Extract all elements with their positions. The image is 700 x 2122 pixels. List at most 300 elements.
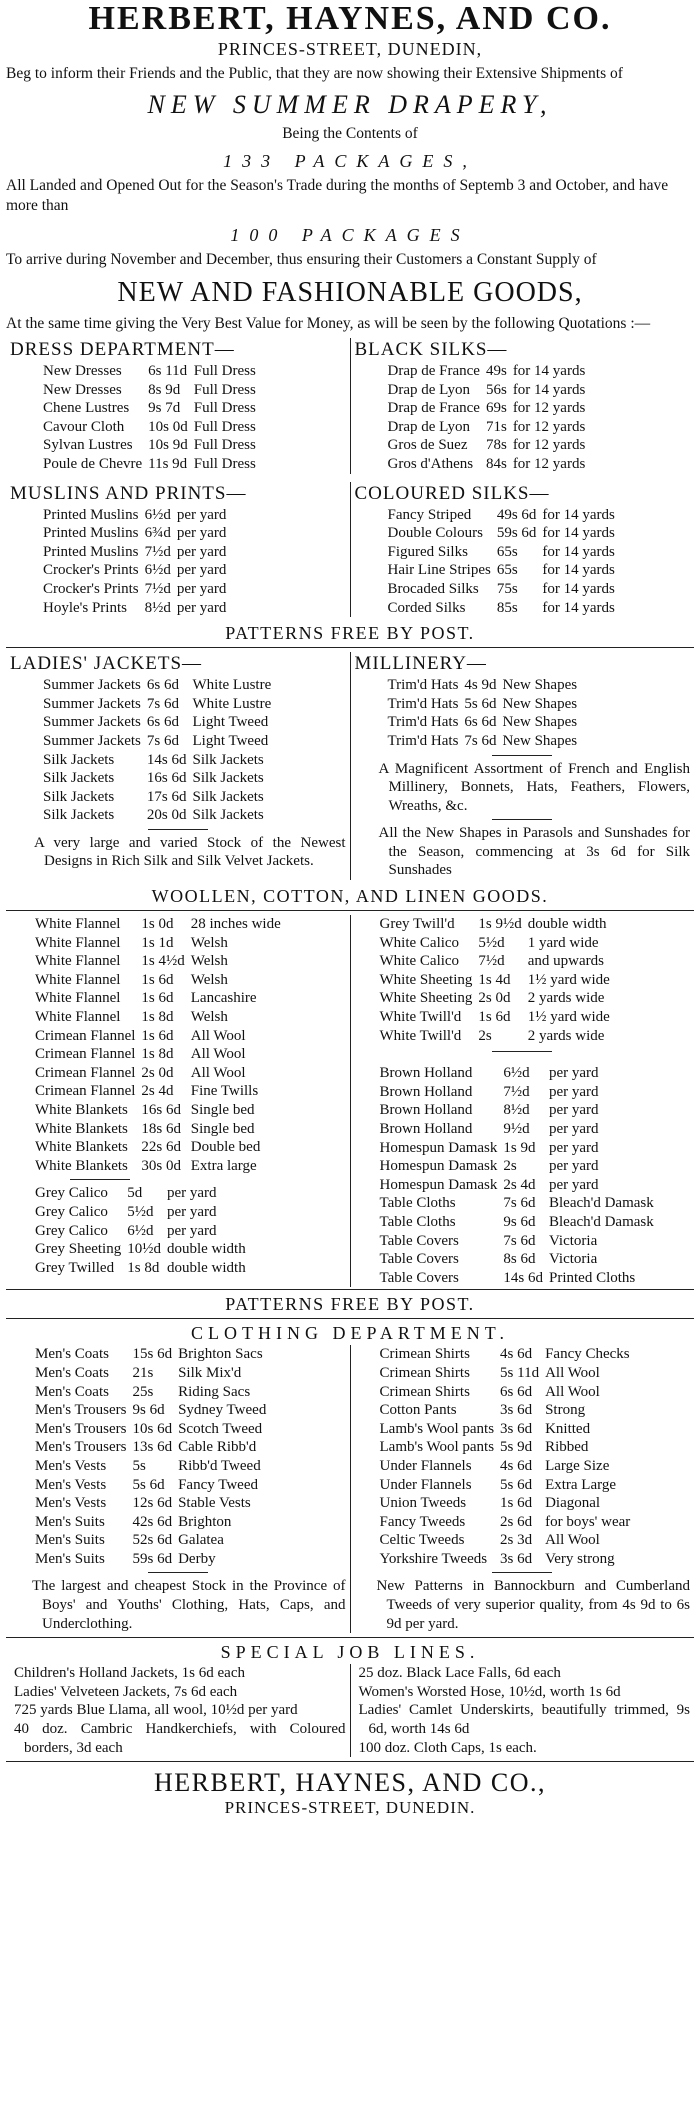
intro-text: Beg to inform their Friends and the Public, that they are now showing their Extensive Shipments of: [6, 65, 623, 82]
price-row-item: Chene Lustres: [43, 400, 130, 417]
price-row-detail: Stable Vests: [178, 1495, 251, 1512]
price-row-detail: All Wool: [190, 1027, 246, 1044]
price-row-item: Drap de Lyon: [387, 381, 470, 398]
price-row-price: 1s 6d: [141, 971, 174, 988]
price-row-item: White Flannel: [35, 953, 121, 970]
short-rule: [492, 755, 552, 756]
price-row-item: Men's Suits: [35, 1532, 105, 1549]
millinery-note-2: All the New Shapes in Parasols and Sunshades for the Season, commencing at 3s 6d for Silk Sunshades: [378, 825, 690, 879]
clothing-left-note: The largest and cheapest Stock in the Province of Boys' and Youths' Clothing, Hats, Caps, and Underclothing.: [32, 1578, 346, 1632]
price-row-price: 52s 6d: [132, 1532, 173, 1549]
price-row-price: 5s: [132, 1457, 146, 1474]
price-row-detail: Welsh: [190, 953, 228, 970]
price-row-detail: Welsh: [190, 1009, 228, 1026]
price-row-detail: 28 inches wide: [190, 916, 281, 933]
clothing-left: [6, 1345, 351, 1633]
price-row: [32, 971, 284, 990]
sheeting-table: [377, 915, 613, 1045]
price-row-item: White Blankets: [35, 1102, 128, 1118]
price-row: [385, 436, 589, 455]
price-row-price: 69s: [485, 400, 507, 417]
price-row-price: 21s: [132, 1364, 154, 1381]
price-row-price: 85s: [496, 599, 518, 616]
price-row-detail: per yard: [549, 1102, 599, 1119]
special-item: 40 doz. Cambric Handkerchiefs, with Coloured borders, 3d each: [14, 1721, 346, 1756]
millinery: [351, 652, 695, 880]
price-row-item: Men's Vests: [35, 1457, 107, 1474]
price-row: [40, 543, 229, 562]
price-row-price: 4s 6d: [500, 1457, 533, 1474]
price-row: [32, 1120, 284, 1139]
price-row: [40, 506, 229, 525]
price-row-detail: per yard: [176, 525, 227, 542]
clothing-right-table: [377, 1345, 634, 1568]
price-row-item: Union Tweeds: [379, 1495, 467, 1512]
price-row: [40, 561, 229, 580]
price-row-detail: Full Dress: [193, 455, 256, 472]
price-row: [32, 1383, 269, 1402]
price-row-price: 1s 9d: [503, 1139, 536, 1156]
price-row-price: 8½d: [144, 599, 171, 616]
price-row-item: Summer Jackets: [43, 677, 141, 694]
special-item: 725 yards Blue Llama, all wool, 10½d per yard: [14, 1702, 298, 1719]
millinery-note-1: A Magnificent Assortment of French and English Millinery, Bonnets, Hats, Feathers, Flowers, Wreaths, &c.: [378, 760, 690, 814]
price-row-detail: Full Dress: [193, 400, 256, 417]
price-row-detail: Single bed: [190, 1120, 255, 1137]
price-row-item: White Flannel: [35, 990, 121, 1007]
price-row-price: 2s 6d: [500, 1513, 533, 1530]
price-row-item: White Twill'd: [379, 1027, 462, 1044]
price-row: [32, 1064, 284, 1083]
price-row: [385, 362, 589, 381]
price-row-detail: per yard: [176, 562, 227, 579]
black-silks-heading: BLACK SILKS—: [354, 339, 508, 360]
price-row-detail: for 14 yards: [542, 543, 615, 560]
price-row-item: Celtic Tweeds: [379, 1532, 465, 1549]
price-row-item: Brocaded Silks: [387, 580, 479, 597]
price-row: [385, 381, 589, 400]
price-row-price: 3s 6d: [500, 1550, 533, 1567]
ladies-jackets: [6, 652, 351, 880]
price-row-detail: per yard: [549, 1158, 599, 1175]
coloured-silks-heading: COLOURED SILKS—: [354, 482, 550, 504]
price-row-item: Homespun Damask: [379, 1176, 498, 1193]
price-row-price: 1s 4d: [478, 971, 511, 988]
price-row: [385, 506, 618, 525]
price-row: [385, 418, 589, 437]
price-row-price: 7s 6d: [503, 1195, 536, 1212]
price-row-item: Trim'd Hats: [387, 695, 459, 712]
patterns-free-2: PATTERNS FREE BY POST.: [225, 1294, 475, 1315]
price-row-item: Grey Calico: [35, 1185, 108, 1202]
price-row: [32, 989, 284, 1008]
price-row: [40, 362, 259, 381]
price-row: [377, 1364, 634, 1383]
price-row-price: 7½d: [503, 1083, 530, 1100]
price-row-price: 3s 6d: [500, 1420, 533, 1437]
price-row-item: Under Flannels: [379, 1476, 472, 1493]
price-row-price: 7s 6d: [146, 732, 179, 749]
price-row-price: 14s 6d: [146, 751, 187, 768]
jackets-millinery-section: [0, 652, 700, 880]
price-row-price: 56s: [485, 381, 507, 398]
price-row: [32, 1494, 269, 1513]
price-row-item: Crimean Shirts: [379, 1346, 470, 1363]
price-row: [32, 1101, 284, 1120]
price-row-price: 5½d: [478, 934, 505, 951]
price-row: [377, 1476, 634, 1495]
price-row-price: 1s 6d: [141, 990, 174, 1007]
price-row-item: Silk Jackets: [43, 751, 115, 768]
price-row: [385, 524, 618, 543]
millinery-table: [385, 676, 581, 750]
firm-heading: HERBERT, HAYNES, AND CO.: [88, 0, 612, 37]
price-row: [32, 1027, 284, 1046]
price-row-detail: Victoria: [549, 1232, 598, 1249]
price-row-item: Fancy Tweeds: [379, 1513, 466, 1530]
price-row-item: Printed Muslins: [43, 543, 139, 560]
price-row-price: 8s 6d: [503, 1251, 536, 1268]
price-row-item: Table Cloths: [379, 1195, 456, 1212]
price-row: [385, 713, 581, 732]
price-row-detail: Light Tweed: [192, 732, 269, 749]
price-row-item: White Blankets: [35, 1139, 128, 1156]
dress-department: [6, 338, 351, 474]
price-row-item: White Sheeting: [379, 990, 473, 1007]
price-row-price: 6s 6d: [464, 714, 497, 731]
special-item: Women's Worsted Hose, 10½d, worth 1s 6d: [358, 1683, 621, 1700]
price-row-detail: New Shapes: [502, 714, 578, 731]
price-row-item: Men's Coats: [35, 1346, 109, 1363]
price-row-detail: Ribb'd Tweed: [178, 1457, 261, 1474]
price-row-price: 5s 6d: [132, 1476, 165, 1493]
price-row-detail: double width: [166, 1241, 246, 1258]
price-row-item: Crimean Shirts: [379, 1383, 470, 1400]
clothing-left-table: [32, 1345, 269, 1568]
price-row-detail: per yard: [549, 1176, 599, 1193]
price-row-price: 15s 6d: [132, 1346, 173, 1363]
clothing-section: [0, 1345, 700, 1633]
price-row-detail: for 14 yards: [542, 562, 615, 579]
price-row: [32, 1045, 284, 1064]
price-row-item: Homespun Damask: [379, 1139, 498, 1156]
price-row-detail: Extra large: [190, 1157, 257, 1174]
price-row-detail: Knitted: [545, 1420, 591, 1437]
price-row: [377, 1494, 634, 1513]
special-right: [351, 1664, 695, 1757]
price-row: [32, 1476, 269, 1495]
price-row-price: 9s 7d: [148, 400, 181, 417]
price-row-price: 65s: [496, 543, 518, 560]
price-row-price: 1s 0d: [141, 916, 174, 933]
price-row: [40, 806, 274, 825]
price-row-item: Grey Calico: [35, 1203, 108, 1220]
fashionable-goods-title: NEW AND FASHIONABLE GOODS,: [117, 277, 583, 308]
price-row-detail: Bleach'd Damask: [549, 1213, 654, 1230]
special-item: Children's Holland Jackets, 1s 6d each: [14, 1665, 245, 1682]
price-row: [385, 599, 618, 618]
price-row-item: Grey Twill'd: [379, 916, 455, 933]
price-row-detail: Full Dress: [193, 418, 256, 435]
address-heading: PRINCES-STREET, DUNEDIN,: [217, 39, 483, 59]
price-row: [32, 1438, 269, 1457]
price-row: [385, 455, 589, 474]
price-row: [40, 695, 274, 714]
price-row: [377, 915, 613, 934]
price-row-price: 20s 0d: [146, 807, 187, 824]
price-row-detail: Light Tweed: [192, 714, 269, 731]
price-row-item: Corded Silks: [387, 599, 466, 616]
price-row-price: 2s 0d: [141, 1064, 174, 1081]
price-row-price: 4s 6d: [500, 1346, 533, 1363]
special-item: Ladies' Velveteen Jackets, 7s 6d each: [14, 1683, 238, 1700]
price-row-item: Figured Silks: [387, 543, 468, 560]
woollen-left: [6, 915, 351, 1287]
price-row: [32, 1138, 284, 1157]
price-row-price: 7s 6d: [464, 732, 497, 749]
price-row-price: 30s 0d: [141, 1157, 181, 1174]
price-row-detail: per yard: [176, 506, 227, 523]
price-row-detail: Silk Jackets: [192, 751, 264, 768]
price-row-price: 3s 6d: [500, 1402, 533, 1419]
woollen-heading: WOOLLEN, COTTON, AND LINEN GOODS.: [151, 886, 549, 907]
price-row-price: 2s 0d: [478, 990, 511, 1007]
price-row-price: 6¾d: [144, 525, 171, 542]
price-row-price: 5d: [127, 1185, 143, 1202]
price-row: [377, 1250, 657, 1269]
price-row-item: Fancy Striped: [387, 506, 472, 523]
price-row: [377, 1064, 657, 1083]
price-row-item: Table Covers: [379, 1251, 459, 1268]
price-row-price: 2s 3d: [500, 1532, 533, 1549]
price-row: [377, 1101, 657, 1120]
price-row-item: Summer Jackets: [43, 714, 141, 731]
woollen-right: [351, 915, 695, 1287]
price-row-item: Silk Jackets: [43, 788, 115, 805]
divider: [6, 1637, 694, 1638]
price-row-item: Table Cloths: [379, 1213, 456, 1230]
price-row-detail: Silk Mix'd: [178, 1364, 242, 1381]
price-row-item: Men's Suits: [35, 1513, 105, 1530]
price-row: [32, 1222, 249, 1241]
price-row: [385, 543, 618, 562]
price-row: [377, 1269, 657, 1288]
special-section: [0, 1664, 700, 1757]
price-row-price: 8s 9d: [148, 381, 181, 398]
price-row-price: 17s 6d: [146, 788, 187, 805]
price-row-detail: Full Dress: [193, 363, 256, 379]
price-row-price: 5s 11d: [500, 1364, 540, 1381]
price-row-detail: Strong: [545, 1402, 586, 1419]
price-row-detail: New Shapes: [502, 732, 578, 749]
price-row: [32, 952, 284, 971]
price-row-item: Trim'd Hats: [387, 677, 459, 694]
price-row-item: Men's Trousers: [35, 1420, 127, 1437]
price-row-item: Under Flannels: [379, 1457, 472, 1474]
price-row-item: Grey Twilled: [35, 1259, 115, 1276]
price-row-item: Poule de Chevre: [43, 455, 143, 472]
price-row: [40, 381, 259, 400]
price-row: [377, 1550, 634, 1569]
price-row-detail: double width: [166, 1259, 246, 1276]
price-row-item: Brown Holland: [379, 1121, 473, 1137]
patterns-free-1: PATTERNS FREE BY POST.: [225, 623, 475, 644]
price-row: [32, 1457, 269, 1476]
price-row: [377, 1027, 613, 1046]
clothing-right: [351, 1345, 695, 1633]
special-heading: SPECIAL JOB LINES.: [220, 1642, 480, 1663]
price-row-price: 1s 9½d: [478, 916, 522, 933]
price-row: [40, 418, 259, 437]
price-row-detail: for 14 yards: [512, 363, 586, 379]
price-row-item: Hoyle's Prints: [43, 599, 127, 616]
price-row-price: 14s 6d: [503, 1269, 543, 1286]
jackets-note: A very large and varied Stock of the Newest Designs in Rich Silk and Silk Velvet Jackets.: [34, 834, 346, 870]
price-row-detail: Cable Ribb'd: [178, 1439, 257, 1456]
price-row-detail: Welsh: [190, 934, 228, 951]
price-row-item: Double Colours: [387, 525, 483, 542]
muslins-prints: [6, 482, 351, 618]
price-row: [377, 1008, 613, 1027]
landed-text: All Landed and Opened Out for the Season's Trade during the months of Septemb 3 and October, and have more than: [6, 177, 669, 214]
price-row-price: 1s 6d: [478, 1009, 511, 1026]
price-row-item: White Flannel: [35, 934, 121, 951]
short-rule: [492, 1572, 552, 1573]
packages-133: 133 PACKAGES,: [223, 151, 477, 171]
price-row: [32, 1531, 269, 1550]
dress-silks-section: [0, 338, 700, 474]
price-row-price: 75s: [496, 580, 518, 597]
price-row-detail: Sydney Tweed: [178, 1402, 267, 1419]
price-row-detail: Double bed: [190, 1139, 261, 1156]
woollen-section: [0, 915, 700, 1287]
price-row-price: 10½d: [127, 1241, 161, 1258]
price-row-item: Summer Jackets: [43, 695, 141, 712]
price-row: [40, 788, 274, 807]
price-row-price: 7½d: [478, 953, 505, 970]
price-row-price: 11s 9d: [148, 455, 188, 472]
price-row-item: White Blankets: [35, 1120, 128, 1137]
price-row-detail: Riding Sacs: [178, 1383, 251, 1400]
divider: [6, 910, 694, 911]
price-row-detail: per yard: [549, 1121, 599, 1137]
price-row-price: 7s 6d: [503, 1232, 536, 1249]
price-row-item: Table Covers: [379, 1269, 459, 1286]
clothing-heading: CLOTHING DEPARTMENT.: [191, 1323, 509, 1344]
price-row: [377, 971, 613, 990]
coloured-silks: [351, 482, 695, 618]
price-row-price: 16s 6d: [141, 1102, 181, 1118]
price-row: [40, 732, 274, 751]
price-row-price: 49s 6d: [496, 506, 537, 523]
price-row: [32, 1157, 284, 1176]
muslins-heading: MUSLINS AND PRINTS—: [10, 482, 247, 504]
millinery-heading: MILLINERY—: [354, 653, 487, 675]
price-row-item: Hair Line Stripes: [387, 562, 491, 579]
price-row-item: Men's Trousers: [35, 1402, 127, 1419]
price-row-detail: All Wool: [545, 1364, 600, 1381]
price-row: [385, 732, 581, 751]
short-rule: [148, 1572, 208, 1573]
price-row-price: 2s 4d: [503, 1176, 536, 1193]
footer-firm: HERBERT, HAYNES, AND CO.,: [153, 1768, 547, 1798]
black-silks: [351, 338, 695, 474]
value-text: At the same time giving the Very Best Value for Money, as will be seen by the following Quotations :—: [6, 315, 651, 332]
price-row: [385, 399, 589, 418]
price-row-item: White Calico: [379, 953, 460, 970]
price-row-item: Men's Coats: [35, 1364, 109, 1381]
price-row-detail: Brighton Sacs: [178, 1346, 263, 1363]
price-row: [40, 524, 229, 543]
price-row-item: Crimean Flannel: [35, 1027, 136, 1044]
price-row-item: Yorkshire Tweeds: [379, 1550, 488, 1567]
price-row-price: 22s 6d: [141, 1139, 181, 1156]
divider: [6, 647, 694, 648]
price-row-item: Grey Calico: [35, 1222, 108, 1239]
price-row: [32, 1401, 269, 1420]
price-row-detail: Fancy Tweed: [178, 1476, 258, 1493]
holland-table: [377, 1064, 657, 1287]
price-row-item: Crimean Flannel: [35, 1064, 136, 1081]
price-row: [385, 561, 618, 580]
price-row-item: Silk Jackets: [43, 807, 115, 824]
dress-heading: DRESS DEPARTMENT—: [10, 339, 235, 360]
price-row-detail: Ribbed: [545, 1439, 589, 1456]
price-row-price: 6½d: [127, 1222, 154, 1239]
price-row: [32, 915, 284, 934]
price-row: [377, 1383, 634, 1402]
price-row-detail: White Lustre: [192, 677, 272, 694]
price-row: [32, 1345, 269, 1364]
divider: [6, 1289, 694, 1290]
price-row-detail: for boys' wear: [545, 1513, 631, 1530]
price-row-price: 6½d: [144, 506, 171, 523]
price-row-item: Trim'd Hats: [387, 732, 459, 749]
price-row-item: Gros d'Athens: [387, 455, 474, 472]
price-row: [377, 952, 613, 971]
price-row-price: 1s 8d: [127, 1259, 160, 1276]
price-row-price: 6s 6d: [146, 714, 179, 731]
price-row-detail: Silk Jackets: [192, 788, 264, 805]
price-row-item: Crocker's Prints: [43, 562, 139, 579]
divider: [6, 1318, 694, 1319]
price-row-item: Drap de France: [387, 400, 480, 417]
price-row: [377, 1531, 634, 1550]
price-row: [377, 1139, 657, 1158]
price-row-item: Men's Vests: [35, 1476, 107, 1493]
price-row: [32, 1550, 269, 1569]
price-row-detail: Extra Large: [545, 1476, 617, 1493]
price-row-item: Crimean Flannel: [35, 1083, 136, 1100]
price-row-item: Cavour Cloth: [43, 418, 125, 435]
coloured-silks-table: [385, 506, 618, 618]
price-row-detail: Silk Jackets: [192, 770, 264, 787]
price-row-item: Table Covers: [379, 1232, 459, 1249]
price-row: [32, 1364, 269, 1383]
price-row-price: 2s: [478, 1027, 492, 1044]
price-row-item: Sylvan Lustres: [43, 437, 133, 454]
price-row-price: 6s 6d: [500, 1383, 533, 1400]
price-row: [32, 1513, 269, 1532]
special-item: 100 doz. Cloth Caps, 1s each.: [358, 1739, 537, 1756]
price-row: [32, 934, 284, 953]
price-row-price: 16s 6d: [146, 770, 187, 787]
price-row-price: 10s 6d: [132, 1420, 173, 1437]
price-row-detail: per yard: [549, 1083, 599, 1100]
price-row-item: Printed Muslins: [43, 525, 139, 542]
price-row-price: 59s 6d: [132, 1550, 173, 1567]
price-row-price: 12s 6d: [132, 1495, 173, 1512]
